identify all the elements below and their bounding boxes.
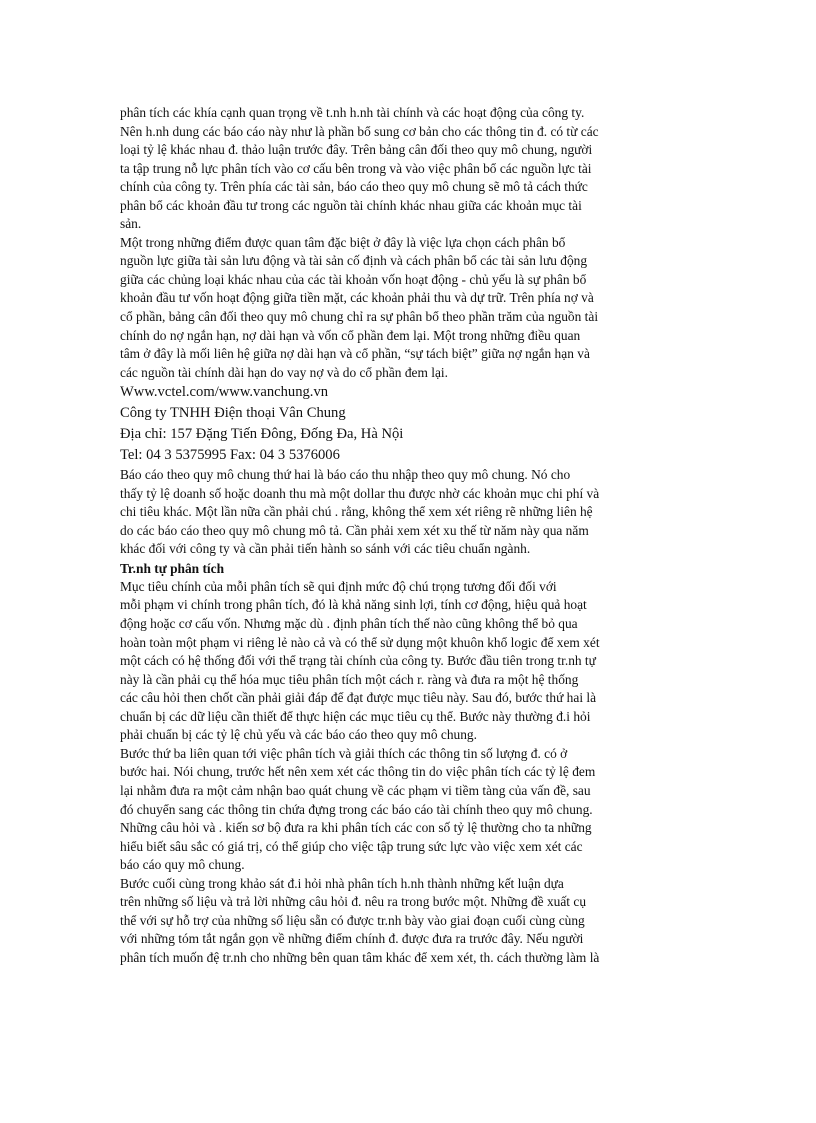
- text-line: chi tiêu khác. Một lần nữa cần phải chú . rằng, không thể xem xét riêng rẽ những liên hệ: [120, 504, 593, 520]
- contact-block: [120, 382, 695, 466]
- text-line: ta tập trung nỗ lực phân tích vào cơ cấu bên trong và vào việc phân bổ các nguồn lực tài: [120, 160, 592, 176]
- text-line: do các báo cáo theo quy mô chung mô tả. Cần phải xem xét xu thế từ năm này qua năm: [120, 522, 589, 538]
- text-line: hiểu biết sâu sắc có giá trị, có thể giúp cho việc tập trung sức lực vào việc xem xét các: [120, 838, 583, 854]
- body-paragraph: [120, 234, 695, 382]
- text-line: loại tỷ lệ khác nhau đ. thảo luận trước đây. Trên bảng cân đối theo quy mô chung, người: [120, 142, 593, 158]
- text-line: giữa các chủng loại khác nhau của các tài khoản vốn hoạt động - chủ yếu là sự phân bổ: [120, 271, 587, 287]
- text-line: phân bổ các khoản đầu tư trong các nguồn tài chính khác nhau giữa các khoản mục tài: [120, 197, 582, 213]
- text-line: sản.: [120, 216, 142, 232]
- text-line: Bước thứ ba liên quan tới việc phân tích và giải thích các thông tin số lượng đ. có ở: [120, 745, 568, 761]
- text-line: phải chuẩn bị các tỷ lệ chủ yếu và các báo cáo theo quy mô chung.: [120, 727, 477, 743]
- text-line: hoàn toàn một phạm vi riêng lẻ nào cả và có thể sử dụng một khuôn khổ logic để xem xét: [120, 634, 600, 650]
- section-heading: Tr.nh tự phân tích: [120, 560, 225, 576]
- text-line: khoản đầu tư vốn hoạt động giữa tiền mặt, các khoản phải thu và dự trữ. Trên phía nợ và: [120, 290, 594, 306]
- text-line: Nên h.nh dung các báo cáo này như là phần bổ sung cơ bản cho các thông tin đ. có từ các: [120, 123, 599, 139]
- text-line: Mục tiêu chính của mỗi phân tích sẽ qui định mức độ chú trọng tương đối đối với: [120, 578, 557, 594]
- document-page: [120, 104, 695, 967]
- text-line: chính do nợ ngắn hạn, nợ dài hạn và vốn cổ phần đem lại. Một trong những điều quan: [120, 327, 581, 343]
- company-name: Công ty TNHH Điện thoại Vân Chung: [120, 405, 346, 422]
- text-line: chính của công ty. Trên phía các tài sản, báo cáo theo quy mô chung sẽ mô tả cách thức: [120, 179, 588, 195]
- text-line: phân tích các khía cạnh quan trọng về t.nh h.nh tài chính và các hoạt động của công ty.: [120, 105, 585, 120]
- text-line: thể với sự hỗ trợ của những số liệu sẵn có được tr.nh bày vào giai đoạn cuối cùng cùng: [120, 912, 585, 928]
- body-paragraph: [120, 745, 695, 875]
- text-line: khác đối với công ty và cần phải tiến hành so sánh với các tiêu chuẩn ngành.: [120, 541, 531, 557]
- text-line: các câu hỏi then chốt cần phải giải đáp để đạt được mục tiêu này. Sau đó, bước thứ hai là: [120, 690, 597, 706]
- text-line: này là cần phải cụ thể hóa mục tiêu phân tích một cách r. ràng và đưa ra một hệ thống: [120, 671, 579, 687]
- text-line: một cách có hệ thống đối với thể trạng tài chính của công ty. Bước đầu tiên trong tr.nh tự: [120, 653, 596, 669]
- text-line: bước hai. Nói chung, trước hết nên xem xét các thông tin do việc phân tích các tỷ lệ đem: [120, 764, 596, 780]
- text-line: các nguồn tài chính dài hạn do vay nợ và do cổ phần đem lại.: [120, 364, 448, 380]
- text-line: chuẩn bị các dữ liệu cần thiết để thực hiện các mục tiêu cụ thể. Bước này thường đ.i hỏi: [120, 708, 591, 724]
- company-address: Địa chỉ: 157 Đặng Tiến Đông, Đống Đa, Hà Nội: [120, 426, 404, 443]
- text-line: tâm ở đây là mối liên hệ giữa nợ dài hạn và cổ phần, “sự tách biệt” giữa nợ ngắn hạn và: [120, 346, 590, 362]
- text-line: Một trong những điểm được quan tâm đặc biệt ở đây là việc lựa chọn cách phân bổ: [120, 234, 566, 250]
- text-line: mỗi phạm vi chính trong phân tích, đó là khả năng sinh lợi, tính cơ động, hiệu quả hoạt: [120, 597, 587, 613]
- body-paragraph: [120, 578, 695, 745]
- body-paragraph: [120, 875, 695, 968]
- text-line: thấy tỷ lệ doanh số hoặc doanh thu mà một dollar thu được nhờ các khoản mục chi phí và: [120, 485, 600, 501]
- text-line: phân tích muốn đệ tr.nh cho những bên quan tâm khác để xem xét, th. cách thường làm là: [120, 949, 600, 965]
- text-line: với những tóm tắt ngắn gọn về những điểm chính đ. được đưa ra trước đây. Nếu người: [120, 931, 584, 947]
- text-line: trên những số liệu và trả lời những câu hỏi đ. nêu ra trong bước một. Những đề xuất cụ: [120, 894, 587, 910]
- text-line: động hoặc cơ cấu vốn. Nhưng mặc dù . định phân tích thế nào cũng không thể bỏ qua: [120, 616, 578, 632]
- text-line: cổ phần, bảng cân đối theo quy mô chung chỉ ra sự phân bổ theo phần trăm của nguồn tài: [120, 309, 599, 325]
- text-line: báo cáo quy mô chung.: [120, 857, 245, 873]
- text-line: Báo cáo theo quy mô chung thứ hai là báo cáo thu nhập theo quy mô chung. Nó cho: [120, 467, 571, 483]
- text-line: lại nhằm đưa ra một cảm nhận bao quát chung về các phạm vi tiềm tàng của vấn đề, sau: [120, 782, 591, 798]
- text-line: đó chuyển sang các thông tin chứa đựng trong các báo cáo tài chính theo quy mô chung.: [120, 801, 593, 817]
- text-line: Những câu hỏi và . kiến sơ bộ đưa ra khi phân tích các con số tỷ lệ thường cho ta những: [120, 820, 592, 836]
- text-line: Bước cuối cùng trong khảo sát đ.i hỏi nhà phân tích h.nh thành những kết luận dựa: [120, 875, 564, 891]
- company-phone: Tel: 04 3 5375995 Fax: 04 3 5376006: [120, 447, 340, 464]
- text-line: nguồn lực giữa tài sản lưu động và tài sản cố định và cách phân bổ các tài sản lưu động: [120, 253, 588, 269]
- website-link[interactable]: Www.vctel.com/www.vanchung.vn: [120, 384, 329, 401]
- body-paragraph: [120, 466, 695, 559]
- body-paragraph: [120, 104, 695, 234]
